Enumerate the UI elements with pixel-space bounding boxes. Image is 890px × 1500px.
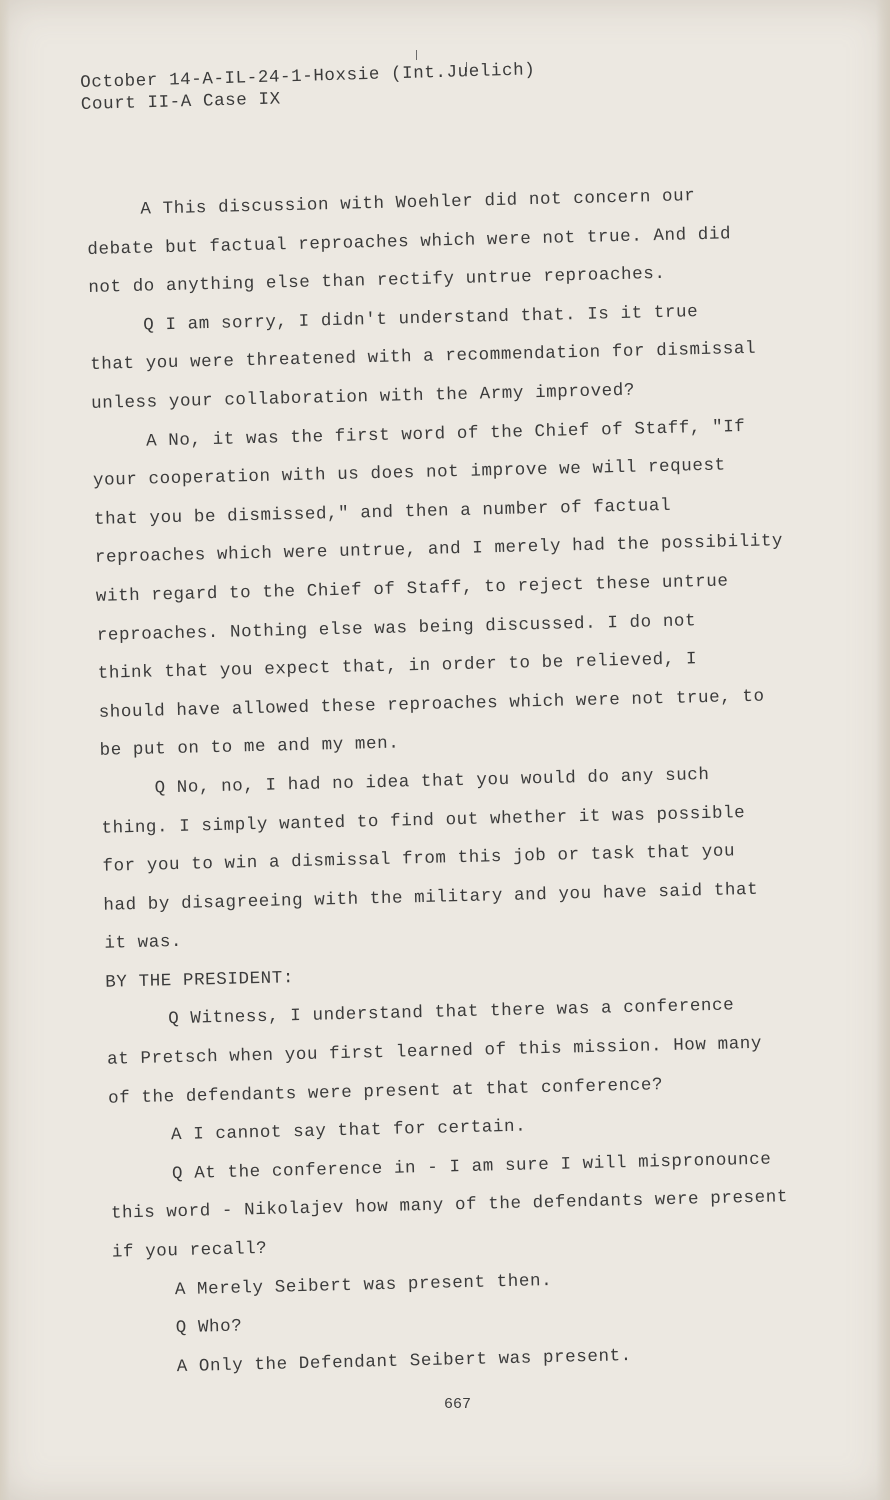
transcript-line: be put on to me and my men. [99,733,400,762]
transcript-line: A No, it was the first word of the Chief of Staff, "If [145,416,746,452]
transcript-line: it was. [104,932,183,955]
transcript-line: A I cannot say that for certain. [170,1116,527,1146]
transcript-line: Q At the conference in - I am sure I will mispronounce [171,1149,772,1185]
transcript-body [86,173,875,1388]
transcript-line: reproaches which were untrue, and I merely had the possibility [94,531,784,569]
transcript-line: had by disagreeing with the military and you have said that [103,879,759,916]
transcript-line: Q Witness, I understand that there was a conference [168,995,735,1030]
document-header [80,59,536,116]
transcript-line: reproaches. Nothing else was being discussed. I do not [96,610,697,646]
transcript-line: that you were threatened with a recommendation for dismissal [89,339,757,376]
transcript-line: Q I am sorry, I didn't understand that. Is it true [143,301,699,336]
page-left-edge [0,0,10,1500]
transcript-line: A Merely Seibert was present then. [174,1270,553,1300]
section-heading: BY THE PRESIDENT: [105,968,295,993]
page-number: 667 [444,1396,472,1413]
transcript-line: of the defendants were present at that conference? [107,1074,664,1109]
punch-mark [416,50,417,60]
transcript-line: A Only the Defendant Seibert was present. [176,1345,633,1377]
transcript-line: not do anything else than rectify untrue reproaches. [88,264,666,299]
transcript-line: thing. I simply wanted to find out whether it was possible [101,802,746,839]
transcript-line: debate but factual reproaches which were not true. And did [87,223,732,260]
transcript-line: unless your collaboration with the Army improved? [90,380,636,414]
transcript-line: Q Who? [175,1316,243,1339]
transcript-line: think that you expect that, in order to be relieved, I [97,649,698,684]
transcript-line: this word - Nikolajev how many of the defendants were present [110,1187,789,1225]
transcript-line: your cooperation with us does not improve we will request [92,455,726,492]
header-line-1: October 14-A-IL-24-1-Hoxsie (Int.Juelich) [80,60,536,93]
transcript-line: Q No, no, I had no idea that you would do any such [154,764,710,799]
transcript-line: if you recall? [111,1238,268,1263]
transcript-line: at Pretsch when you first learned of this mission. How many [106,1033,763,1070]
transcript-line: that you be dismissed," and then a number of factual [93,495,672,530]
transcript-line: with regard to the Chief of Staff, to reject these untrue [95,571,729,607]
transcript-line: for you to win a dismissal from this job or task that you [102,841,736,877]
header-line-2: Court II-A Case IX [80,89,281,115]
transcript-line: should have allowed these reproaches which were not true, to [98,686,765,723]
page-right-edge [876,0,890,1500]
transcript-line: A This discussion with Woehler did not concern our [140,186,696,220]
